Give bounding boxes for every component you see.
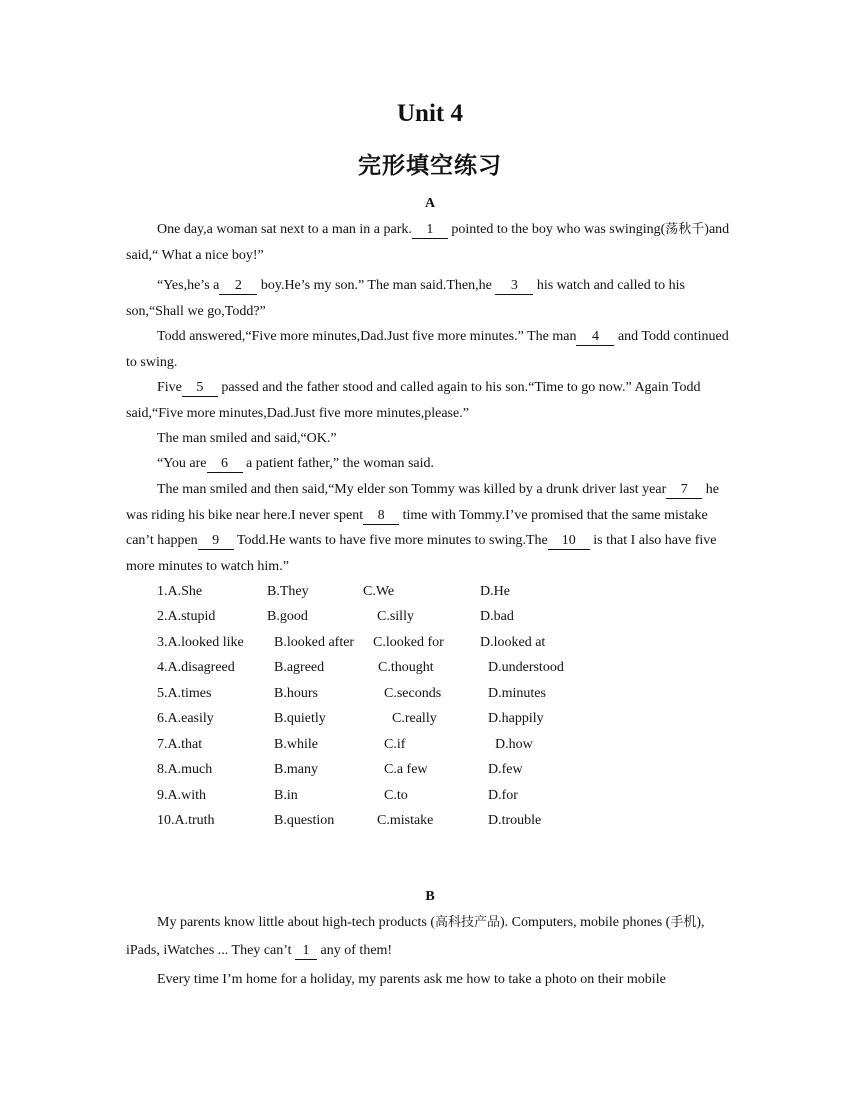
option-c: C.a few — [384, 762, 428, 777]
option-c: C.to — [384, 788, 408, 803]
passage-a-paragraph-7 — [126, 477, 736, 579]
option-b: B.They — [267, 584, 309, 599]
blank-3: 3 — [495, 278, 533, 295]
blank-4: 4 — [576, 329, 614, 346]
blank-5: 5 — [182, 380, 218, 397]
option-a: 4.A.disagreed — [157, 660, 235, 675]
passage-a-paragraph-2 — [126, 273, 736, 324]
section-b-label: B — [425, 889, 435, 904]
option-d: D.understood — [488, 660, 564, 675]
option-a: 2.A.stupid — [157, 609, 216, 624]
option-d: D.trouble — [488, 813, 542, 828]
blank-b1: 1 — [295, 943, 317, 960]
blank-7: 7 — [666, 482, 702, 499]
unit-title: Unit 4 — [397, 100, 463, 127]
option-d: D.looked at — [480, 635, 546, 650]
chinese-gloss: 高科技产品 — [435, 915, 501, 930]
worksheet-title: 完形填空练习 — [358, 153, 502, 179]
chinese-gloss: 荡秋千 — [665, 222, 705, 237]
paragraph-text: and Todd continued to swing. — [126, 329, 729, 370]
option-a: 8.A.much — [157, 762, 213, 777]
paragraph-text: “You are — [157, 456, 207, 471]
option-a: 1.A.She — [157, 584, 203, 599]
blank-2: 2 — [219, 278, 257, 295]
paragraph-text: a patient father,” the woman said. — [242, 456, 434, 471]
passage-b-paragraph-2: Every time I’m home for a holiday, my parents ask me how to take a photo on their mobile — [157, 972, 666, 987]
option-b: B.looked after — [274, 635, 355, 650]
paragraph-text: One day,a woman sat next to a man in a park. — [157, 222, 412, 237]
option-d: D.for — [488, 788, 518, 803]
option-c: C.if — [384, 737, 406, 752]
option-c: C.really — [392, 711, 437, 726]
option-b: B.agreed — [274, 660, 325, 675]
option-a: 7.A.that — [157, 737, 203, 752]
option-b: B.many — [274, 762, 318, 777]
paragraph-text: time with Tommy.I’ve promised that the same mistake can’t happen — [126, 507, 708, 548]
option-c: C.seconds — [384, 686, 442, 701]
option-a: 5.A.times — [157, 686, 212, 701]
section-a-label: A — [424, 196, 436, 211]
option-c: C.silly — [377, 609, 414, 624]
option-b: B.question — [274, 813, 335, 828]
paragraph-text: Todd answered,“Five more minutes,Dad.Just five more minutes.” The man — [157, 329, 577, 344]
passage-a-paragraph-3 — [126, 324, 736, 375]
paragraph-text: ), iPads, iWatches ... They can’t — [126, 915, 705, 958]
blank-10: 10 — [548, 533, 590, 550]
option-a: 9.A.with — [157, 788, 206, 803]
option-a: 10.A.truth — [157, 813, 215, 828]
paragraph-text: he was riding his bike near here.I never spent — [126, 482, 719, 523]
paragraph-text: is that I also have five more minutes to watch him.” — [126, 533, 717, 574]
paragraph-text: pointed to the boy who was swinging( — [447, 222, 666, 237]
blank-6: 6 — [207, 456, 243, 473]
option-c: C.We — [363, 584, 395, 599]
option-b: B.while — [274, 737, 318, 752]
option-a: 3.A.looked like — [157, 635, 244, 650]
paragraph-text: ). Computers, mobile phones ( — [500, 915, 671, 930]
passage-a-paragraph-5: The man smiled and said,“OK.” — [157, 431, 337, 446]
option-d: D.how — [495, 737, 533, 752]
paragraph-text: The man smiled and then said,“My elder son Tommy was killed by a drunk driver last year — [157, 482, 667, 497]
passage-a-paragraph-1 — [126, 217, 736, 268]
option-d: D.bad — [480, 609, 514, 624]
paragraph-text: My parents know little about high-tech products ( — [157, 915, 435, 930]
option-c: C.mistake — [377, 813, 434, 828]
paragraph-text: boy.He’s my son.” The man said.Then,he — [257, 278, 496, 293]
paragraph-text: )and said,“ What a nice boy!” — [126, 222, 730, 263]
paragraph-text: passed and the father stood and called again to his son.“Time to go now.” Again Todd said,“Five more minutes,Dad.Just five more minutes,please.” — [126, 380, 701, 421]
option-d: D.few — [488, 762, 523, 777]
paragraph-text: Five — [157, 380, 182, 395]
option-b: B.in — [274, 788, 298, 803]
option-d: D.He — [480, 584, 510, 599]
passage-b-paragraph-1 — [126, 909, 736, 965]
option-a: 6.A.easily — [157, 711, 214, 726]
option-c: C.thought — [378, 660, 434, 675]
option-c: C.looked for — [373, 635, 444, 650]
blank-9: 9 — [198, 533, 234, 550]
paragraph-text: Todd.He wants to have five more minutes to swing.The — [233, 533, 548, 548]
paragraph-text: “Yes,he’s a — [157, 278, 220, 293]
paragraph-text: any of them! — [317, 943, 393, 958]
passage-a-paragraph-6 — [126, 451, 736, 477]
blank-1: 1 — [412, 222, 448, 239]
option-d: D.happily — [488, 711, 544, 726]
option-b: B.good — [267, 609, 308, 624]
option-d: D.minutes — [488, 686, 546, 701]
blank-8: 8 — [363, 508, 399, 525]
option-b: B.quietly — [274, 711, 326, 726]
option-b: B.hours — [274, 686, 318, 701]
chinese-gloss: 手机 — [670, 915, 697, 930]
paragraph-text: his watch and called to his son,“Shall we go,Todd?” — [126, 278, 685, 319]
passage-a-paragraph-4 — [126, 375, 736, 426]
